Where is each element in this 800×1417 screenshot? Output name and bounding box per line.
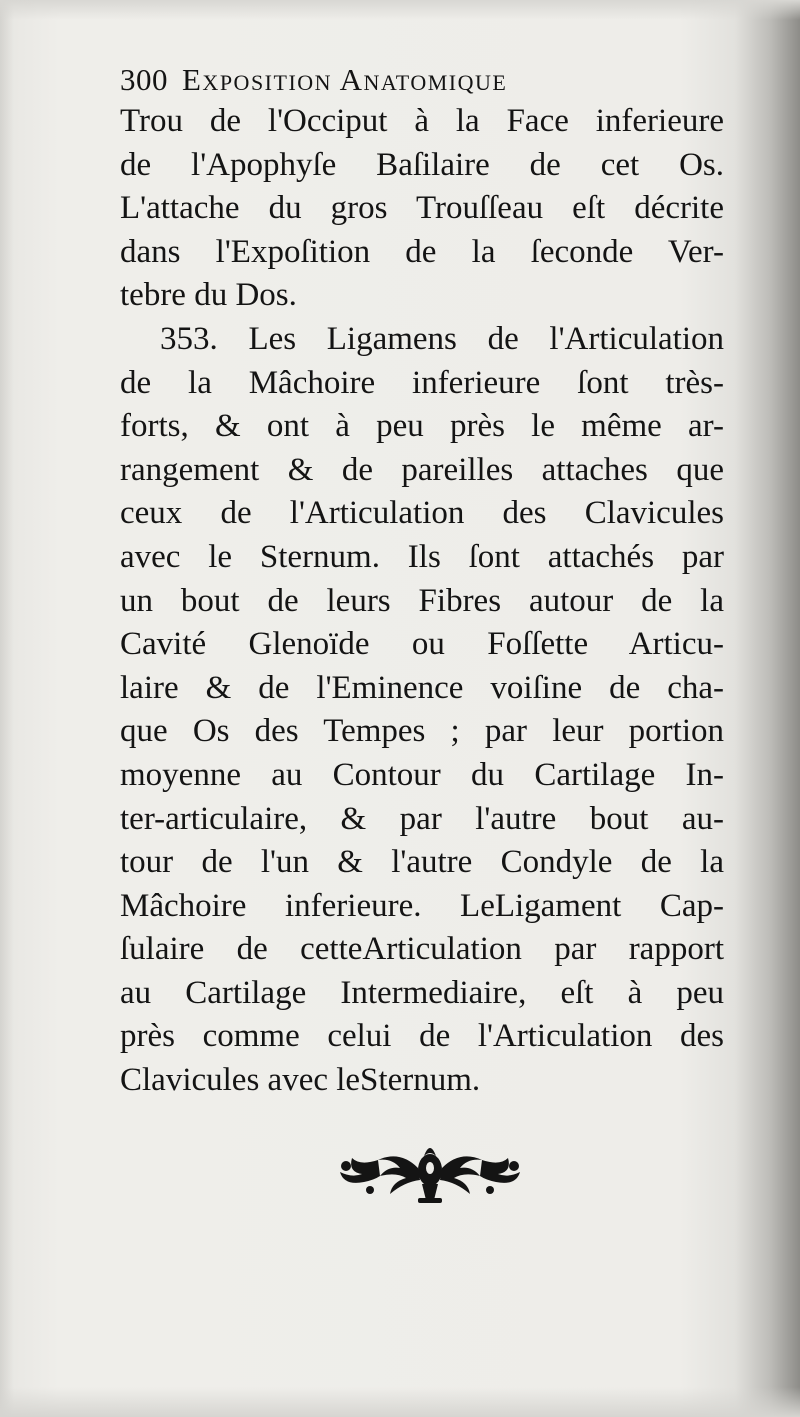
text-line: Cavité Glenoïde ou Foſſette Articu- (120, 626, 724, 663)
text-line: ceux de l'Articulation des Clavicules (120, 495, 724, 532)
text-line: dans l'Expoſition de la ſeconde Ver- (120, 233, 724, 270)
text-line: forts, & ont à peu près le même ar- (120, 408, 724, 445)
text-line: Clavicules avec leSternum. (120, 1062, 481, 1099)
text-line: un bout de leurs Fibres autour de la (120, 582, 724, 619)
text-line: au Cartilage Intermediaire, eſt à peu (120, 974, 724, 1011)
page-number: 300 (120, 62, 168, 97)
text-line: Trou de l'Occiput à la Face inferieure (120, 103, 724, 139)
text-line: que Os des Tempes ; par leur portion (120, 713, 724, 750)
text-line: tour de l'un & l'autre Condyle de la (120, 844, 724, 881)
body-text (120, 100, 724, 1103)
text-line: laire & de l'Eminence voiſine de cha- (120, 669, 724, 706)
text-line: ſulaire de cetteArticulation par rapport (120, 931, 724, 968)
page-header (120, 58, 665, 102)
running-title: Exposition Anatomique (182, 62, 508, 97)
text-line: rangement & de pareilles attaches que (120, 451, 724, 488)
text-line: moyenne au Contour du Cartilage In- (120, 756, 724, 793)
text-line: de l'Apophyſe Baſilaire de cet Os. (120, 146, 724, 183)
fleuron-ornament-icon (330, 1138, 530, 1208)
paragraph-start-line: 353. Les Ligamens de l'Articulation (160, 320, 724, 357)
text-line: Mâchoire inferieure. LeLigament Cap- (120, 887, 724, 924)
text-line: ter-articulaire, & par l'autre bout au- (120, 800, 724, 837)
text-line: avec le Sternum. Ils ſont attachés par (120, 538, 724, 575)
text-line: L'attache du gros Trouſſeau eſt décrite (120, 190, 724, 227)
text-line: près comme celui de l'Articulation des (120, 1018, 724, 1055)
text-line: de la Mâchoire inferieure ſont très- (120, 364, 724, 401)
text-line: tebre du Dos. (120, 277, 297, 314)
